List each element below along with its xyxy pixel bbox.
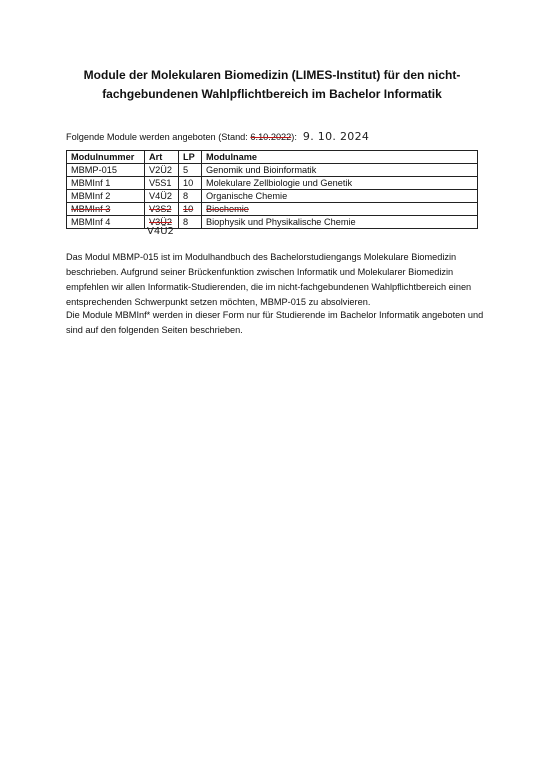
- paragraph-mbminf: Die Module MBMInf* werden in dieser Form nur für Studierende im Bachelor Informatik angeboten und sind auf den folgenden Seiten beschrieben.: [66, 310, 484, 335]
- cell-lp-struck: 10: [179, 203, 202, 216]
- table-row: [67, 216, 478, 229]
- cell-name-struck: Biochemie: [202, 203, 478, 216]
- table-row: [67, 177, 478, 190]
- cell-art-struck: V3S2: [145, 203, 179, 216]
- header-modulnummer: Modulnummer: [67, 151, 145, 164]
- old-date: 6.10.2022: [250, 132, 292, 142]
- cell-name: Genomik und Bioinformatik: [202, 164, 478, 177]
- table-row-struck: [67, 203, 478, 216]
- cell-nummer: MBMInf 2: [67, 190, 145, 203]
- cell-art-struck: V3Ü2: [145, 216, 179, 229]
- cell-art: V5S1: [145, 177, 179, 190]
- cell-name: Molekulare Zellbiologie und Genetik: [202, 177, 478, 190]
- handwritten-correction: V4Ü2: [147, 226, 174, 237]
- cell-name: Organische Chemie: [202, 190, 478, 203]
- intro-line: [66, 130, 369, 143]
- cell-lp: 5: [179, 164, 202, 177]
- cell-lp: 8: [179, 190, 202, 203]
- table-header-row: [67, 151, 478, 164]
- document-title: Module der Molekularen Biomedizin (LIMES-Institut) für den nicht-fachgebundenen Wahlpflichtbereich im Bachelor Informatik: [83, 68, 461, 101]
- cell-art: V4Ü2: [145, 190, 179, 203]
- cell-nummer: MBMP-015: [67, 164, 145, 177]
- intro-suffix: ):: [291, 132, 297, 142]
- header-modulname: Modulname: [202, 151, 478, 164]
- cell-nummer: MBMInf 1: [67, 177, 145, 190]
- handwritten-date: 9. 10. 2024: [302, 130, 370, 143]
- cell-nummer: MBMInf 4: [67, 216, 145, 229]
- paragraph-mbmp: Das Modul MBMP-015 ist im Modulhandbuch des Bachelorstudiengangs Molekulare Biomedizin beschrieben. Aufgrund seiner Brückenfunktion zwischen Informatik und Molekularer Biomedizin empfehlen wir allen Informatik-Studierenden, die im nicht-fachgebundenen Wahlpflichtbereich einen entsprechenden Schwerpunkt setzen möchten, MBMP-015 zu absolvieren.: [66, 252, 472, 307]
- table-row: [67, 164, 478, 177]
- table-row: [67, 190, 478, 203]
- cell-nummer-struck: MBMInf 3: [67, 203, 145, 216]
- modules-table: [66, 150, 478, 229]
- cell-art: V2Ü2: [145, 164, 179, 177]
- header-lp: LP: [179, 151, 202, 164]
- cell-lp: 10: [179, 177, 202, 190]
- cell-lp: 8: [179, 216, 202, 229]
- header-art: Art: [145, 151, 179, 164]
- intro-prefix: Folgende Module werden angeboten (Stand:: [66, 132, 251, 142]
- cell-name: Biophysik und Physikalische Chemie: [202, 216, 478, 229]
